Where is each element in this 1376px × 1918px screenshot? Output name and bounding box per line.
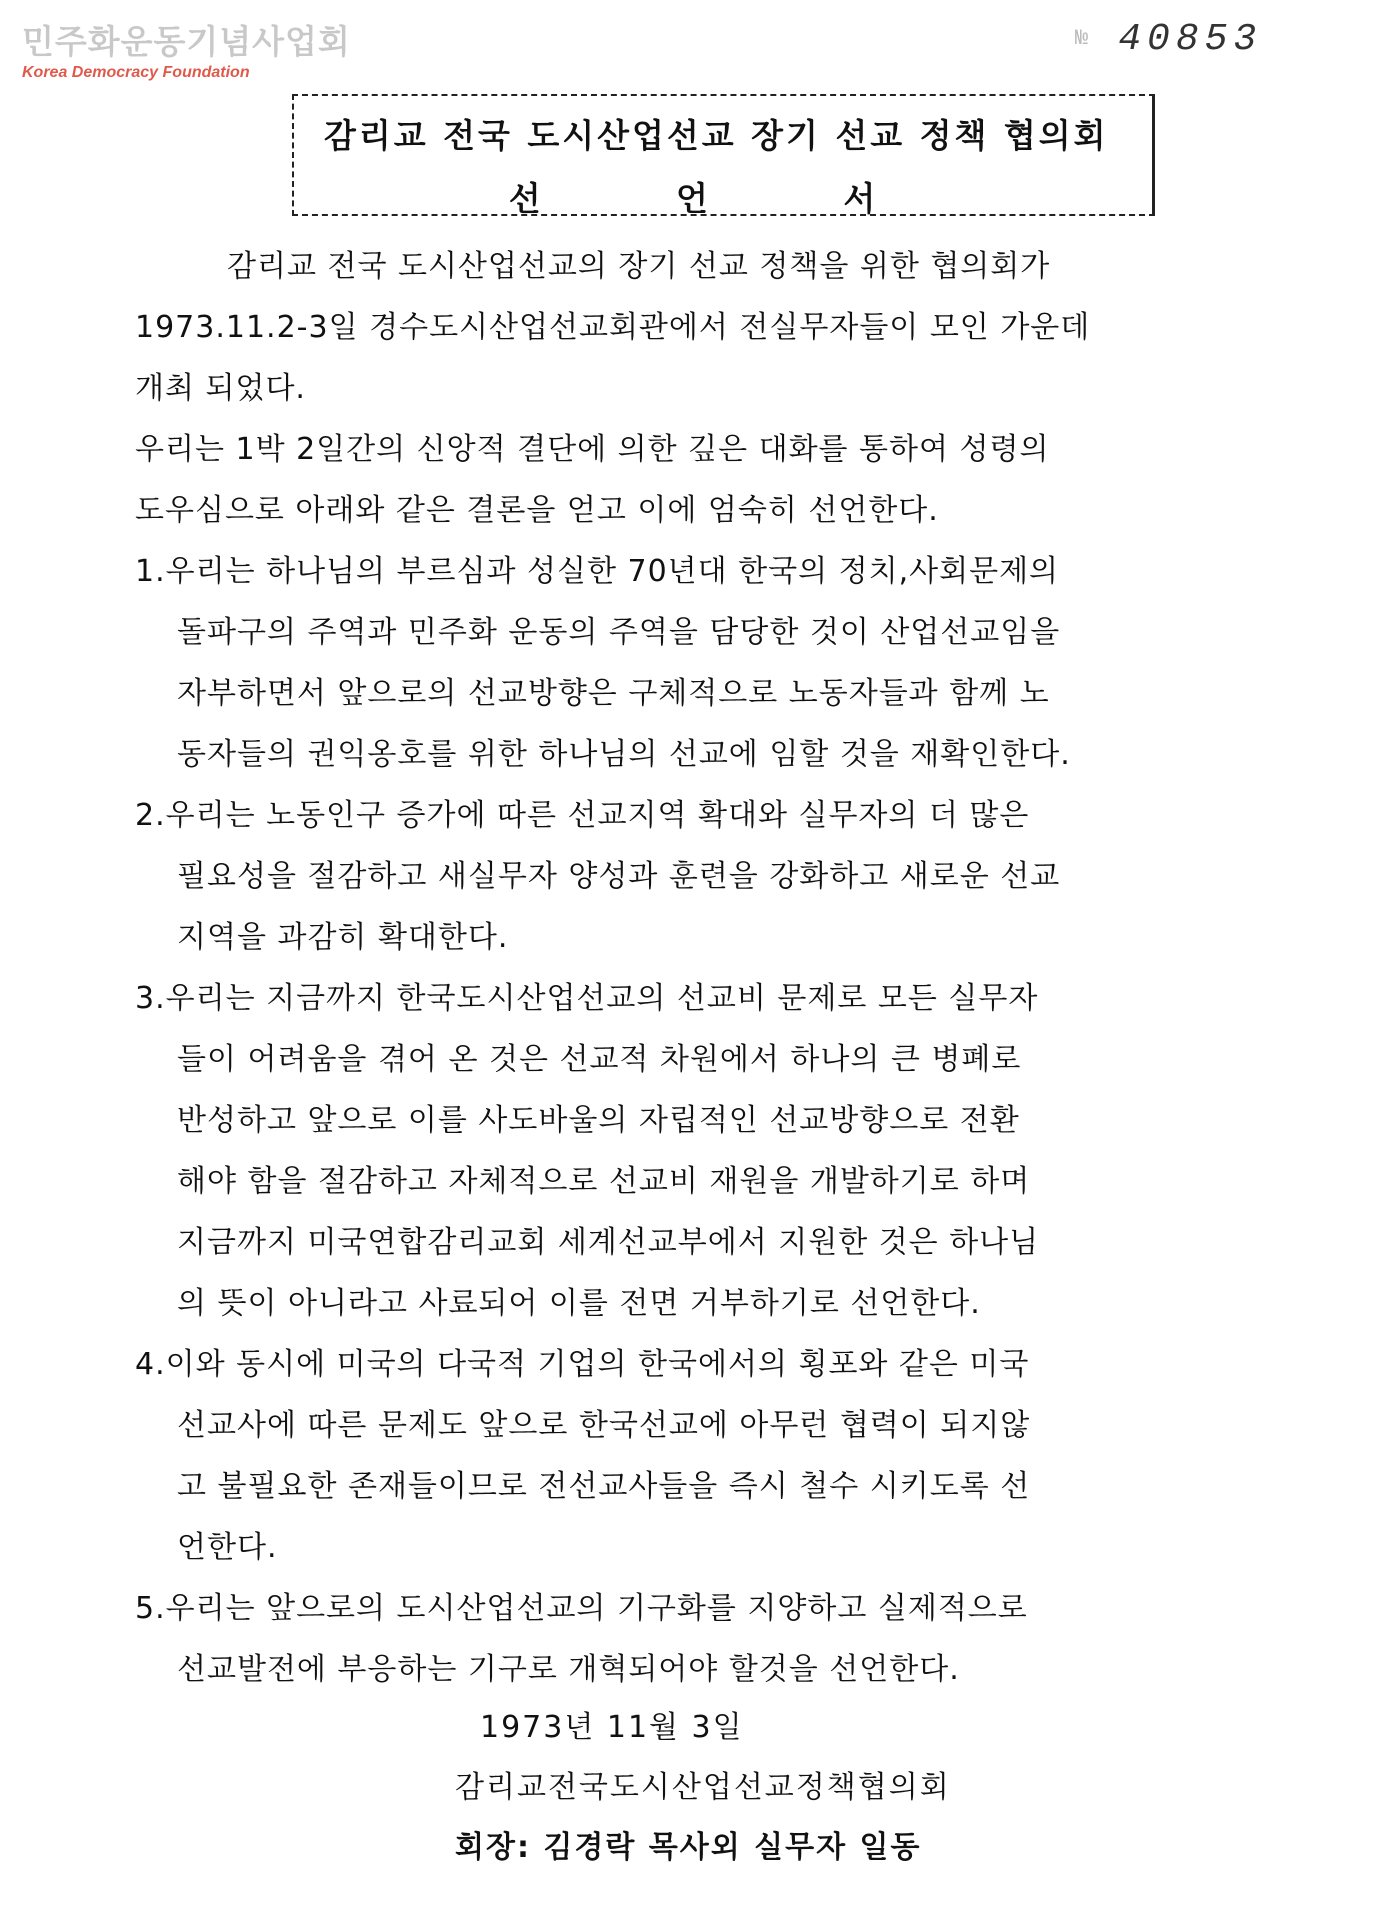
document-number-value: 40853 <box>1118 18 1263 61</box>
item-1-line: 자부하면서 앞으로의 선교방향은 구체적으로 노동자들과 함께 노 <box>177 676 1050 711</box>
item-4-line: 고 불필요한 존재들이므로 전선교사들을 즉시 철수 시키도록 선 <box>177 1469 1031 1504</box>
document-number <box>1075 18 1262 61</box>
item-2-line: 필요성을 절감하고 새실무자 양성과 훈련을 강화하고 새로운 선교 <box>177 859 1061 894</box>
item-5-line: 선교발전에 부응하는 기구로 개혁되어야 할것을 선언한다. <box>177 1652 960 1687</box>
watermark <box>22 22 351 84</box>
signature-date: 1973년 11월 3일 <box>480 1710 744 1745</box>
item-1-line: 1.우리는 하나님의 부르심과 성실한 70년대 한국의 정치,사회문제의 <box>135 554 1060 589</box>
title-line-2: 선 언 서 <box>508 179 938 218</box>
signature-block <box>455 1698 951 1878</box>
declaration-line: 우리는 1박 2일간의 신앙적 결단에 의한 깊은 대화를 통하여 성령의 <box>135 432 1050 467</box>
item-3-line: 해야 함을 절감하고 자체적으로 선교비 재원을 개발하기로 하며 <box>177 1164 1031 1199</box>
item-1-line: 동자들의 권익옹호를 위한 하나님의 선교에 임할 것을 재확인한다. <box>177 737 1071 772</box>
document-body <box>135 236 1175 1700</box>
title-box <box>292 94 1155 216</box>
intro-line: 1973.11.2-3일 경수도시산업선교회관에서 전실무자들이 모인 가운데 <box>135 310 1091 345</box>
item-2-line: 지역을 과감히 확대한다. <box>177 920 509 955</box>
item-3-line: 지금까지 미국연합감리교회 세계선교부에서 지원한 것은 하나님 <box>177 1225 1040 1260</box>
intro-line: 감리교 전국 도시산업선교의 장기 선교 정책을 위한 협의회가 <box>227 249 1051 284</box>
watermark-korean: 민주화운동기념사업회 <box>22 22 351 61</box>
item-4-line: 4.이와 동시에 미국의 다국적 기업의 한국에서의 횡포와 같은 미국 <box>135 1347 1030 1382</box>
title-line-1: 감리교 전국 도시산업선교 장기 선교 정책 협의회 <box>324 116 1109 155</box>
item-3-line: 3.우리는 지금까지 한국도시산업선교의 선교비 문제로 모든 실무자 <box>135 981 1039 1016</box>
signature-representative: 회장: 김경락 목사외 실무자 일동 <box>455 1830 922 1865</box>
document-number-prefix: № <box>1075 26 1089 52</box>
item-1-line: 돌파구의 주역과 민주화 운동의 주역을 담당한 것이 산업선교임을 <box>177 615 1061 650</box>
intro-line: 개최 되었다. <box>135 371 306 406</box>
item-2-line: 2.우리는 노동인구 증가에 따른 선교지역 확대와 실무자의 더 많은 <box>135 798 1030 833</box>
watermark-english: Korea Democracy Foundation <box>22 64 250 81</box>
item-3-line: 들이 어려움을 겪어 온 것은 선교적 차원에서 하나의 큰 병폐로 <box>177 1042 1022 1077</box>
declaration-line: 도우심으로 아래와 같은 결론을 얻고 이에 엄숙히 선언한다. <box>135 493 939 528</box>
item-3-line: 반성하고 앞으로 이를 사도바울의 자립적인 선교방향으로 전환 <box>177 1103 1020 1138</box>
item-4-line: 선교사에 따른 문제도 앞으로 한국선교에 아무런 협력이 되지않 <box>177 1408 1031 1443</box>
item-5-line: 5.우리는 앞으로의 도시산업선교의 기구화를 지양하고 실제적으로 <box>135 1591 1028 1626</box>
item-3-line: 의 뜻이 아니라고 사료되어 이를 전면 거부하기로 선언한다. <box>177 1286 981 1321</box>
item-4-line: 언한다. <box>177 1530 278 1565</box>
signature-organization: 감리교전국도시산업선교정책협의회 <box>455 1770 951 1805</box>
